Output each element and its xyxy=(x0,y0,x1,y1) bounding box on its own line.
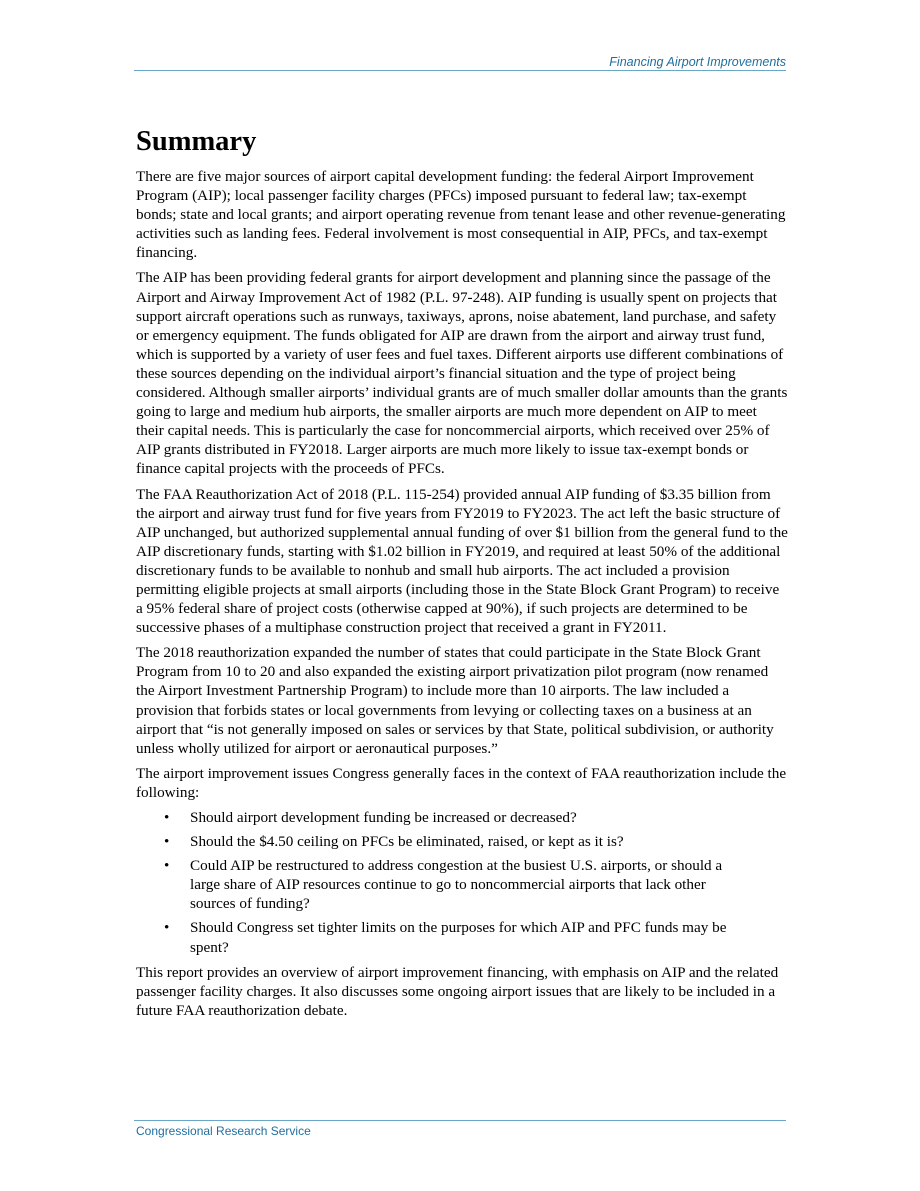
bullet-glyph: • xyxy=(164,809,170,826)
paragraph-state-block-grant: The 2018 reauthorization expanded the number of states that could participate in the State Block Grant Program from 10 to 20 and also expanded the existing airport privatization pilot program (now renamed the Airport Investment Partnership Program) to include more than 10 airports. The law included a provision that forbids states or local governments from levying or collecting taxes on a business at an airport that “is not generally imposed on sales or services by that State, political subdivision, or authority unless wholly utilized for airport or aeronautical purposes.” xyxy=(136,644,774,757)
summary-section xyxy=(136,124,788,1026)
bullet-glyph: • xyxy=(164,919,170,937)
list-item-text: Could AIP be restructured to address congestion at the busiest U.S. airports, or should a large share of AIP resources continue to go to noncommercial airports that lack other sources of funding? xyxy=(190,857,723,913)
bullet-glyph: • xyxy=(164,833,170,851)
list-item xyxy=(136,832,730,851)
paragraph-funding-sources: There are five major sources of airport capital development funding: the federal Airport Improvement Program (AIP); local passenger facility charges (PFCs) imposed pursuant to federal law; tax-exempt bonds; state and local grants; and airport operating revenue from tenant lease and other revenue-generating activities such as landing fees. Federal involvement is most consequential in AIP, PFCs, and tax-exempt financing. xyxy=(136,168,786,262)
page-footer xyxy=(134,1120,786,1138)
page-header xyxy=(134,54,786,71)
paragraph-issues-intro: The airport improvement issues Congress generally faces in the context of FAA reauthorization include the following: xyxy=(136,764,787,801)
list-item xyxy=(136,808,730,827)
list-item-text: Should airport development funding be increased or decreased? xyxy=(190,809,577,826)
list-item xyxy=(136,918,730,956)
running-title: Financing Airport Improvements xyxy=(609,55,786,69)
paragraph-aip-overview: The AIP has been providing federal grants for airport development and planning since the passage of the Airport and Airway Improvement Act of 1982 (P.L. 97-248). AIP funding is usually spent on projects that support aircraft operations such as runways, taxiways, aprons, noise abatement, land purchase, and safety or emergency equipment. The funds obligated for AIP are drawn from the airport and airway trust fund, which is supported by a variety of user fees and fuel taxes. Different airports use different combinations of these sources depending on the individual airport’s financial situation and the type of project being considered. Although smaller airports’ individual grants are of much smaller dollar amounts than the grants going to large and medium hub airports, the smaller airports are much more dependent on AIP to meet their capital needs. This is particularly the case for noncommercial airports, which received over 25% of AIP grants distributed in FY2018. Larger airports are much more likely to issue tax-exempt bonds or finance capital projects with the proceeds of PFCs. xyxy=(136,269,788,478)
footer-text: Congressional Research Service xyxy=(136,1124,311,1138)
list-item xyxy=(136,856,730,913)
bullet-glyph: • xyxy=(164,857,170,875)
list-item-text: Should the $4.50 ceiling on PFCs be eliminated, raised, or kept as it is? xyxy=(190,833,624,851)
issues-list xyxy=(136,808,788,957)
list-item-text: Should Congress set tighter limits on the purposes for which AIP and PFC funds may be spent? xyxy=(190,919,727,956)
paragraph-closing: This report provides an overview of airport improvement financing, with emphasis on AIP and the related passenger facility charges. It also discusses some ongoing airport issues that are likely to be included in a future FAA reauthorization debate. xyxy=(136,963,779,1019)
page-title: Summary xyxy=(136,126,257,157)
paragraph-reauthorization-act: The FAA Reauthorization Act of 2018 (P.L. 115-254) provided annual AIP funding of $3.35 billion from the airport and airway trust fund for five years from FY2019 to FY2023. The act left the basic structure of AIP unchanged, but authorized supplemental annual funding of over $1 billion from the general fund to the AIP discretionary funds, starting with $1.02 billion in FY2019, and required at least 50% of the additional discretionary funds to be available to nonhub and small hub airports. The act included a provision permitting eligible projects at small airports (including those in the State Block Grant Program) to receive a 95% federal share of project costs (otherwise capped at 90%), if such projects are determined to be successive phases of a multiphase construction project that received a grant in FY2011. xyxy=(136,485,788,637)
